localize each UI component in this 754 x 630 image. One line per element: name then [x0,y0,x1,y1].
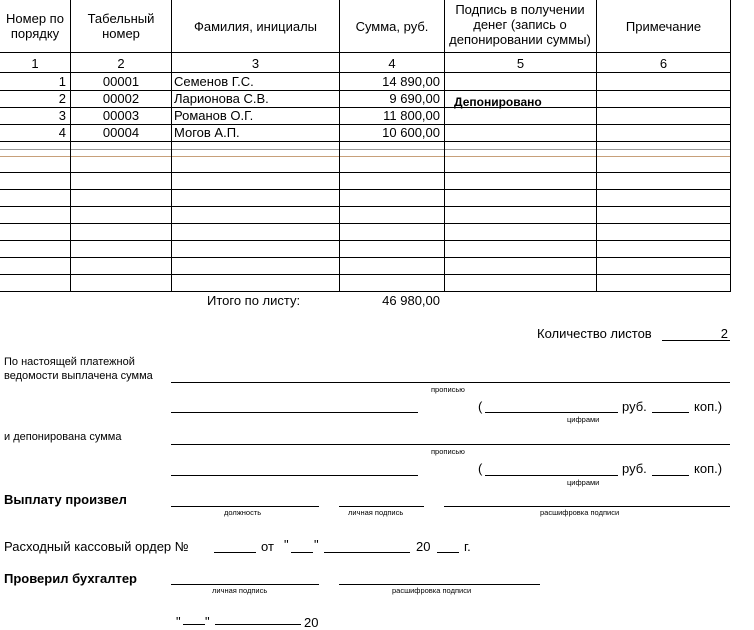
sum-value: 10 600,00 [382,125,440,140]
paid-sum-label-1: По настоящей платежной [4,356,135,368]
bottom-day-field[interactable] [183,624,205,625]
deposited-kop-field[interactable] [652,475,689,476]
deposited-sum-words-field-2[interactable] [171,475,418,476]
deposited-mark: Депонировано [454,95,542,109]
header-tab-number: Табельный номер [87,11,155,41]
caption-words: прописью [431,447,465,456]
paid-rub-field[interactable] [485,412,618,413]
header-sum: Сумма, руб. [355,18,429,34]
caption-digits: цифрами [567,415,600,424]
caption-decoding: расшифровка подписи [540,508,620,517]
tab-number: 00003 [102,108,140,123]
row-number: 1 [58,74,66,89]
cash-order-month-field[interactable] [324,552,410,553]
column-number: 3 [251,56,260,71]
sum-value: 9 690,00 [389,91,440,106]
checked-by-label: Проверил бухгалтер [4,571,137,586]
paid-sum-words-field[interactable] [171,382,730,383]
payout-decoding-field[interactable] [444,506,730,507]
cash-order-label: Расходный кассовый ордер № [4,539,189,554]
year-suffix: г. [464,539,471,554]
tab-number: 00002 [102,91,140,106]
quote-open: " [284,537,289,552]
payout-signature-field[interactable] [339,506,424,507]
rub-label: руб. [622,461,647,476]
from-label: от [261,539,274,554]
row-number: 3 [58,108,66,123]
bottom-month-field[interactable] [215,624,301,625]
sum-value: 11 800,00 [383,108,440,123]
deposited-sum-words-field[interactable] [171,444,730,445]
bottom-quote-close: " [205,614,210,629]
sum-value: 14 890,00 [382,74,440,89]
header-name: Фамилия, инициалы [194,18,317,34]
header-note: Примечание [625,18,702,34]
paid-sum-words-field-2[interactable] [171,412,418,413]
caption-signature: личная подпись [348,508,404,517]
tab-number: 00004 [102,125,140,140]
column-number: 6 [659,56,668,71]
column-number: 4 [388,56,396,71]
total-value: 46 980,00 [382,293,440,308]
paren-open: ( [478,399,483,414]
column-number: 1 [31,56,39,71]
employee-name: Могов А.П. [174,125,240,140]
header-signature: Подпись в получении денег (запись о депонировании суммы) [449,1,591,47]
cash-order-number-field[interactable] [214,552,256,553]
column-number: 5 [516,56,525,71]
employee-name: Семенов Г.С. [174,74,254,89]
caption-position: должность [224,508,262,517]
cash-order-day-field[interactable] [291,552,313,553]
employee-name: Романов О.Г. [174,108,254,123]
kop-label: коп.) [694,399,723,414]
caption-words: прописью [431,385,465,394]
caption-signature: личная подпись [212,586,268,595]
deposited-sum-label: и депонирована сумма [4,431,122,443]
total-label: Итого по листу: [207,293,301,308]
bottom-year-prefix: 20 [304,615,319,630]
accountant-decoding-field[interactable] [339,584,540,585]
paid-kop-field[interactable] [652,412,689,413]
deposited-rub-field[interactable] [485,475,618,476]
cash-order-year-field[interactable] [437,552,459,553]
employee-name: Ларионова С.В. [174,91,269,106]
kop-label: коп.) [694,461,723,476]
caption-decoding: расшифровка подписи [392,586,472,595]
row-number: 2 [58,91,66,106]
tab-number: 00001 [102,74,140,89]
header-row-number: Номер по порядку [6,11,64,41]
year-prefix: 20 [416,539,431,554]
row-number: 4 [58,125,66,140]
column-number: 2 [117,56,125,71]
sheets-count: 2 [720,326,728,341]
payout-by-label: Выплату произвел [4,492,127,507]
bottom-quote-open: " [176,614,181,629]
sheets-label: Количество листов [537,326,652,341]
payout-position-field[interactable] [171,506,319,507]
caption-digits: цифрами [567,478,600,487]
paren-open: ( [478,461,483,476]
accountant-signature-field[interactable] [171,584,319,585]
quote-close: " [314,537,319,552]
paid-sum-label-2: ведомости выплачена сумма [4,370,153,382]
rub-label: руб. [622,399,647,414]
